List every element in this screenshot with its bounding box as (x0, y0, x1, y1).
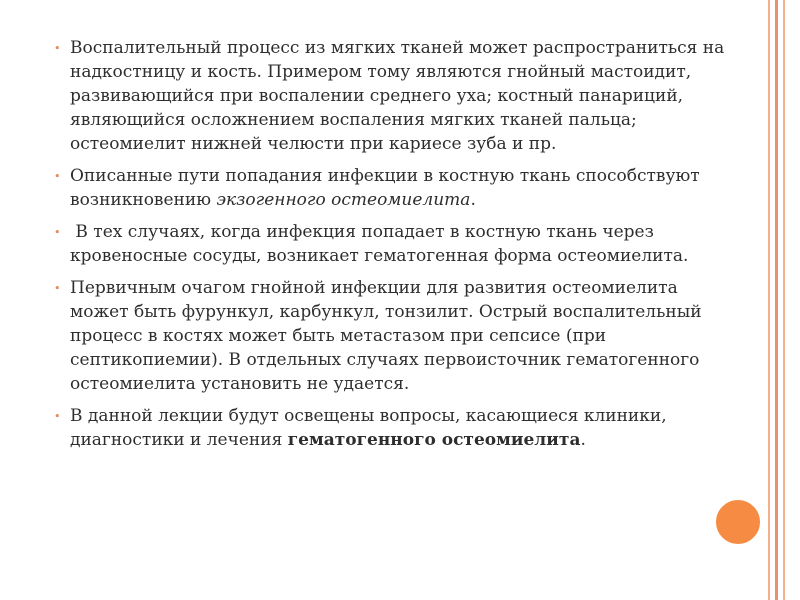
list-item (54, 276, 730, 396)
bullet-icon: • (54, 226, 61, 239)
decorative-line (768, 0, 770, 600)
list-item (54, 404, 730, 452)
decorative-line (775, 0, 778, 600)
decorative-circle (713, 497, 763, 547)
bullet-icon: • (54, 282, 61, 295)
list-item (54, 164, 730, 212)
list-item (54, 36, 730, 156)
paragraph-text: В тех случаях, когда инфекция попадает в костную ткань через кровеносные сосуды, возникает гематогенная форма остеомиелита. (70, 222, 689, 266)
paragraph-text: Первичным очагом гнойной инфекции для развития остеомиелита может быть фурункул, карбункул, тонзилит. Острый воспалительный процесс в костях может быть метастазом при сепсисе (при септикопиемии). В отдельных случаях первоисточник гематогенного остеомиелита установить не удается. (70, 278, 702, 394)
decorative-line (783, 0, 785, 600)
bullet-icon: • (54, 42, 61, 55)
slide-body (54, 36, 730, 460)
paragraph-text: В данной лекции будут освещены вопросы, касающиеся клиники, диагностики и лечения (70, 406, 667, 450)
strong-text: гематогенного остеомиелита (287, 430, 581, 450)
paragraph-text-end: . (470, 190, 476, 210)
list-item (54, 220, 730, 268)
emphasis-text: экзогенного остеомиелита (216, 190, 471, 210)
paragraph-text-end: . (580, 430, 586, 450)
bullet-list (54, 36, 730, 452)
bullet-icon: • (54, 410, 61, 423)
paragraph-text: Описанные пути попадания инфекции в костную ткань способствуют возникновению (70, 166, 700, 210)
bullet-icon: • (54, 170, 61, 183)
paragraph-text: Воспалительный процесс из мягких тканей может распространиться на надкостницу и кость. Примером тому являются гнойный мастоидит, развивающийся при воспалении среднего уха; костный панариций, являющийся осложнением воспаления мягких тканей пальца; остеомиелит нижней челюсти при кариесе зуба и пр. (70, 38, 725, 154)
